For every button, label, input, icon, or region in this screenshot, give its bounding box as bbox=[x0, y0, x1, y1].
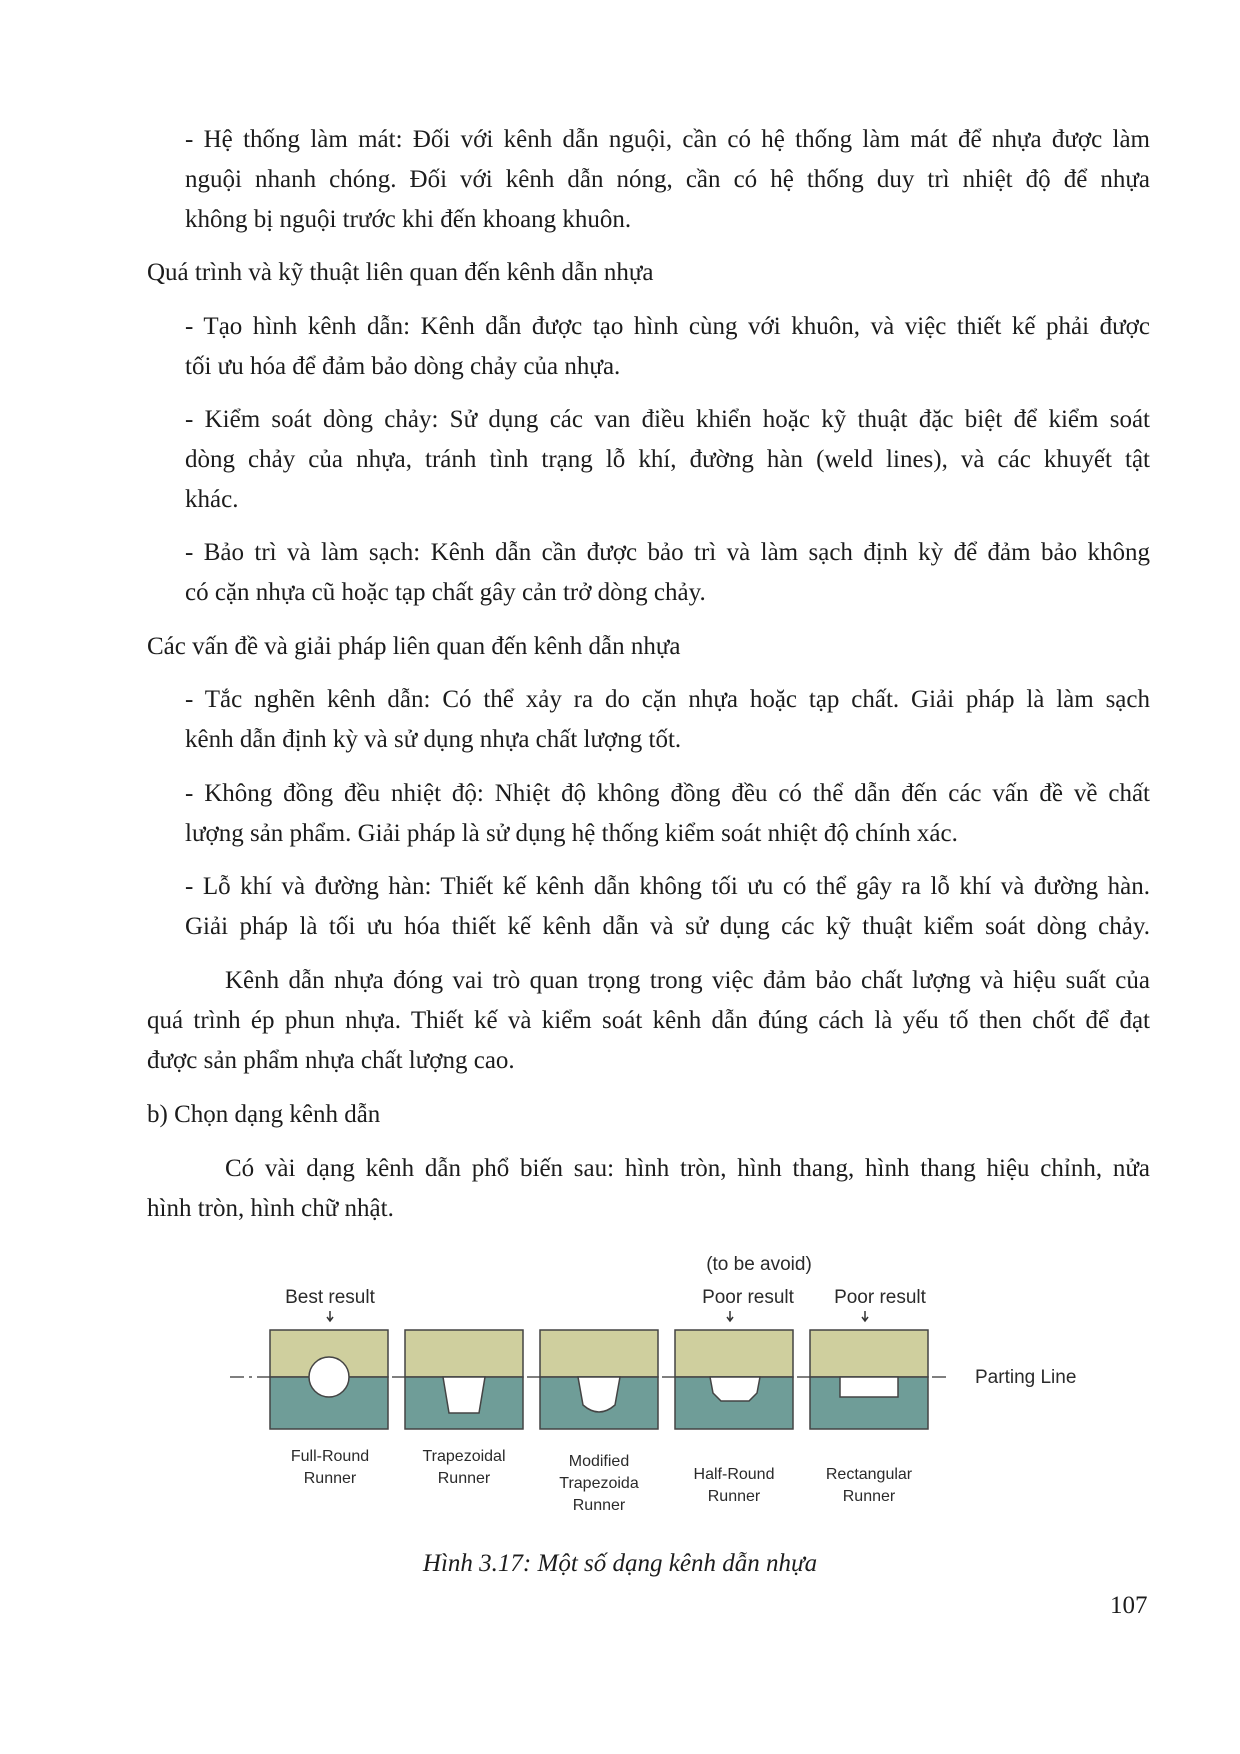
para-cooling-line-1: - Hệ thống làm mát: Đối với kênh dẫn nguội, cần có hệ thống làm mát để nhựa được làm bbox=[185, 126, 1150, 153]
para-flow-line-1: - Kiểm soát dòng chảy: Sử dụng các van điều khiển hoặc kỹ thuật đặc biệt để kiểm soát bbox=[185, 406, 1150, 433]
para-weld-line-2: Giải pháp là tối ưu hóa thiết kế kênh dẫn và sử dụng các kỹ thuật kiểm soát dòng chảy. bbox=[185, 913, 1150, 940]
modified-name-line-2: Trapezoida bbox=[559, 1475, 639, 1492]
para-shapes-line-1: Có vài dạng kênh dẫn phổ biến sau: hình tròn, hình thang, hình thang hiệu chỉnh, nửa bbox=[225, 1155, 1150, 1182]
poor-result-label-half-round: Poor result bbox=[702, 1287, 794, 1308]
half-round-name-line-1: Half-Round bbox=[693, 1466, 775, 1483]
para-maintenance-line-1: - Bảo trì và làm sạch: Kênh dẫn cần được bảo trì và làm sạch định kỳ để đảm bảo không bbox=[185, 539, 1150, 566]
para-clog-line-1: - Tắc nghẽn kênh dẫn: Có thể xảy ra do cặn nhựa hoặc tạp chất. Giải pháp là làm sạch bbox=[185, 686, 1150, 713]
modified-trapezoidal-runner-block bbox=[540, 1330, 658, 1429]
para-flow-line-2: dòng chảy của nhựa, tránh tình trạng lỗ khí, đường hàn (weld lines), và các khuyết tật bbox=[185, 446, 1150, 473]
parting-line-label: Parting Line bbox=[975, 1367, 1077, 1388]
to-be-avoided-note: (to be avoid) bbox=[706, 1254, 812, 1275]
heading-issues: Các vấn đề và giải pháp liên quan đến kênh dẫn nhựa bbox=[147, 633, 681, 660]
rectangular-name-line-1: Rectangular bbox=[825, 1466, 913, 1483]
para-temp-line-2: lượng sản phẩm. Giải pháp là sử dụng hệ thống kiểm soát nhiệt độ chính xác. bbox=[185, 820, 958, 847]
half-round-runner-block bbox=[675, 1330, 793, 1429]
full-round-channel bbox=[309, 1357, 349, 1397]
best-result-label: Best result bbox=[285, 1287, 375, 1308]
trapezoidal-name-line-2: Runner bbox=[437, 1470, 491, 1487]
para-flow-line-3: khác. bbox=[185, 486, 239, 513]
para-clog-line-2: kênh dẫn định kỳ và sử dụng nhựa chất lượng tốt. bbox=[185, 726, 682, 753]
para-maintenance-line-2: có cặn nhựa cũ hoặc tạp chất gây cản trở dòng chảy. bbox=[185, 579, 706, 606]
heading-choose-runner: b) Chọn dạng kênh dẫn bbox=[147, 1101, 381, 1128]
heading-process: Quá trình và kỹ thuật liên quan đến kênh dẫn nhựa bbox=[147, 259, 654, 286]
figure-caption: Hình 3.17: Một số dạng kênh dẫn nhựa bbox=[422, 1550, 818, 1577]
half-round-name-line-2: Runner bbox=[707, 1488, 761, 1505]
runner-types-figure bbox=[225, 1254, 1095, 1514]
modified-trapezoidal-channel bbox=[578, 1377, 620, 1412]
para-shaping-line-2: tối ưu hóa để đảm bảo dòng chảy của nhựa. bbox=[185, 353, 621, 380]
poor-result-label-rectangular: Poor result bbox=[834, 1287, 926, 1308]
trapezoidal-runner-block bbox=[405, 1330, 523, 1429]
rectangular-runner-block bbox=[810, 1330, 928, 1429]
para-cooling-line-3: không bị nguội trước khi đến khoang khuôn. bbox=[185, 206, 632, 233]
best-arrow-icon bbox=[327, 1311, 333, 1321]
para-summary-line-2: quá trình ép phun nhựa. Thiết kế và kiểm soát kênh dẫn đúng cách là yếu tố then chốt để đạt bbox=[147, 1007, 1150, 1034]
para-temp-line-1: - Không đồng đều nhiệt độ: Nhiệt độ không đồng đều có thể dẫn đến các vấn đề về chất bbox=[185, 780, 1150, 807]
runner-diagram bbox=[225, 1254, 1095, 1514]
trapezoidal-name-line-1: Trapezoidal bbox=[422, 1448, 506, 1465]
para-shapes-line-2: hình tròn, hình chữ nhật. bbox=[147, 1195, 394, 1222]
full-round-runner-block bbox=[270, 1330, 388, 1429]
trapezoidal-channel bbox=[443, 1377, 485, 1413]
full-round-name-line-1: Full-Round bbox=[290, 1448, 370, 1465]
rectangular-name-line-2: Runner bbox=[842, 1488, 896, 1505]
modified-name-line-1: Modified bbox=[568, 1453, 630, 1470]
poor-arrow-icon-2 bbox=[862, 1311, 868, 1321]
para-shaping-line-1: - Tạo hình kênh dẫn: Kênh dẫn được tạo hình cùng với khuôn, và việc thiết kế phải được bbox=[185, 313, 1150, 340]
para-weld-line-1: - Lỗ khí và đường hàn: Thiết kế kênh dẫn không tối ưu có thể gây ra lỗ khí và đường hàn. bbox=[185, 873, 1150, 900]
para-summary-line-1: Kênh dẫn nhựa đóng vai trò quan trọng trong việc đảm bảo chất lượng và hiệu suất của bbox=[225, 967, 1150, 994]
half-round-channel bbox=[710, 1377, 760, 1401]
page-number: 107 bbox=[1110, 1592, 1148, 1619]
rectangular-channel bbox=[840, 1377, 898, 1397]
poor-arrow-icon-1 bbox=[727, 1311, 733, 1321]
full-round-name-line-2: Runner bbox=[303, 1470, 357, 1487]
modified-name-line-3: Runner bbox=[572, 1497, 626, 1514]
para-cooling-line-2: nguội nhanh chóng. Đối với kênh dẫn nóng, cần có hệ thống duy trì nhiệt độ để nhựa bbox=[185, 166, 1150, 193]
para-summary-line-3: được sản phẩm nhựa chất lượng cao. bbox=[147, 1047, 515, 1074]
